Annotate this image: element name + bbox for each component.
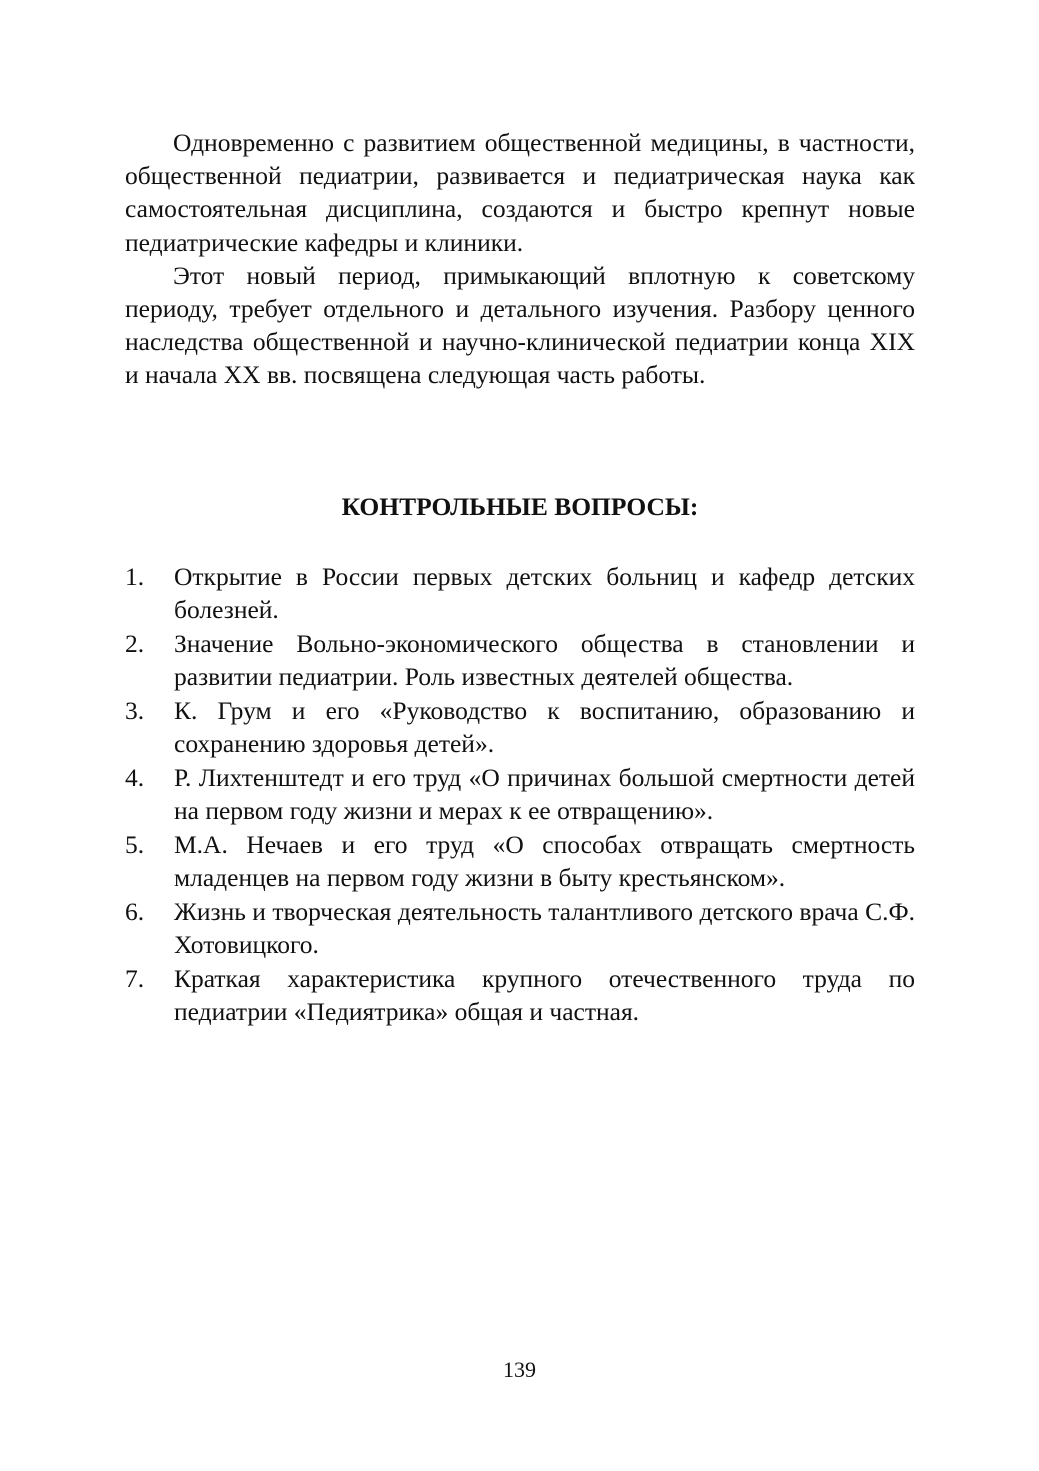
page-body	[125, 126, 915, 1027]
list-item	[125, 895, 915, 961]
list-item	[125, 694, 915, 760]
paragraph-1: Одновременно с развитием общественной медицины, в частности, общественной педиатрии, развивается и педиатрическая наука как самостоятельная дисциплина, создаются и быстро крепнут новые педиатрические кафедры и клиники.	[125, 128, 915, 257]
list-item-text: Краткая характеристика крупного отечественного труда по педиатрии «Педиятрика» общая и частная.	[174, 964, 915, 1027]
list-item-text: Открытие в России первых детских больниц и кафедр детских болезней.	[174, 562, 915, 625]
list-item	[125, 962, 915, 1028]
list-item	[125, 627, 915, 693]
section-heading: КОНТРОЛЬНЫЕ ВОПРОСЫ:	[341, 492, 699, 521]
list-item-number: 4.	[125, 763, 145, 792]
list-item-text: М.А. Нечаев и его труд «О способах отвращать смертность младенцев на первом году жизни в быту крестьянском».	[174, 830, 915, 893]
list-item	[125, 828, 915, 894]
page-number: 139	[503, 1357, 536, 1382]
questions-list	[125, 560, 915, 1029]
list-item-number: 5.	[125, 830, 145, 859]
list-item-number: 2.	[125, 629, 145, 658]
list-item-number: 1.	[125, 562, 145, 591]
paragraph-2: Этот новый период, примыкающий вплотную к советскому периоду, требует отдельного и детального изучения. Разбору ценного наследства общественной и научно-клинической педиатрии конца XIX и начала XX вв. посвящена следующая часть работы.	[125, 260, 915, 390]
list-item-text: Значение Вольно-экономического общества в становлении и развитии педиатрии. Роль известных деятелей общества.	[174, 629, 915, 692]
list-item	[125, 761, 915, 827]
list-item-text: Р. Лихтенштедт и его труд «О причинах большой смертности детей на первом году жизни и мерах к ее отвращению».	[174, 763, 915, 826]
list-item-text: Жизнь и творческая деятельность талантливого детского врача С.Ф. Хотовицкого.	[174, 897, 915, 960]
list-item	[125, 560, 915, 626]
list-item-number: 3.	[125, 696, 145, 725]
list-item-number: 6.	[125, 897, 145, 926]
list-item-number: 7.	[125, 964, 145, 993]
list-item-text: К. Грум и его «Руководство к воспитанию, образованию и сохранению здоровья детей».	[174, 696, 915, 759]
